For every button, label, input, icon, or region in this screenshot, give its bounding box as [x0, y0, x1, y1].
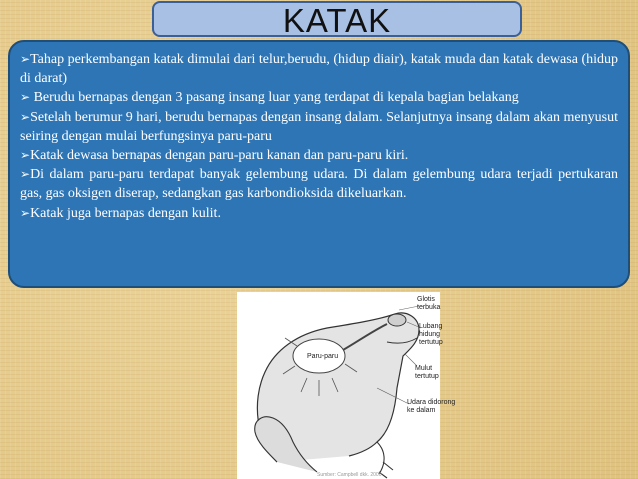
- bullet-item: ➢Katak dewasa bernapas dengan paru-paru kanan dan paru-paru kiri.: [20, 148, 409, 164]
- arrow-bullet-icon: ➢: [20, 109, 31, 124]
- label-glottis-2: terbuka: [417, 304, 441, 311]
- bullet-item: ➢Katak juga bernapas dengan kulit.: [20, 205, 221, 221]
- label-mouth-2: tertutup: [415, 373, 439, 380]
- bullet-item: ➢Di dalam paru-paru terdapat banyak gelembung udara. Di dalam gelembung udara terjadi pertukaran gas, gas oksigen diserap, sedangkan gas karbondioksida dikeluarkan.: [20, 167, 618, 202]
- label-air: Udara didorong: [407, 399, 456, 406]
- arrow-bullet-icon: ➢: [20, 205, 31, 220]
- label-glottis: Glotis: [417, 296, 435, 303]
- label-mouth: Mulut: [415, 365, 433, 372]
- arrow-bullet-icon: ➢: [20, 167, 31, 182]
- frog-illustration: [237, 292, 456, 479]
- label-nostril-3: tertutup: [419, 339, 443, 346]
- arrow-bullet-icon: ➢: [20, 90, 31, 105]
- arrow-bullet-icon: ➢: [20, 148, 31, 163]
- bullet-item: ➢ Berudu bernapas dengan 3 pasang insang luar yang terdapat di kepala bagian belakang: [20, 90, 519, 106]
- content-box: [8, 40, 630, 288]
- frog-respiration-figure: [237, 292, 456, 479]
- slide-title-box: [152, 1, 522, 37]
- bullet-item: ➢Tahap perkembangan katak dimulai dari telur,berudu, (hidup diair), katak muda dan katak dewasa (hidup di darat): [20, 52, 618, 87]
- label-nostril: Lubang: [419, 323, 443, 330]
- arrow-bullet-icon: ➢: [20, 52, 31, 66]
- bullet-item: ➢Setelah berumur 9 hari, berudu bernapas dengan insang dalam. Selanjutnya insang dalam akan menyusut seiring dengan mulai berfungsinya paru-paru: [20, 109, 618, 144]
- figure-credit: Sumber: Campbell dkk. 2000: [317, 472, 382, 478]
- label-air-2: ke dalam: [407, 407, 436, 414]
- label-lung: Paru-paru: [307, 353, 339, 360]
- label-nostril-2: hidung: [419, 331, 441, 338]
- slide-title: KATAK: [282, 1, 392, 39]
